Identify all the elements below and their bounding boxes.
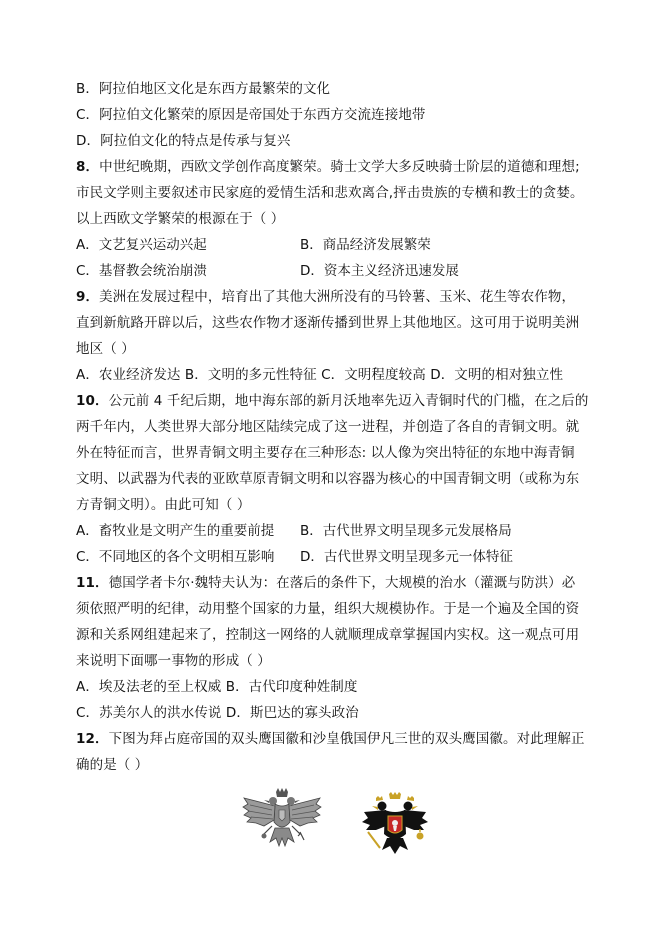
q8-stem-line-3: 以上西欧文学繁荣的根源在于（ ） (76, 211, 285, 227)
q10-stem-text-1: 公元前 4 千纪后期，地中海东部的新月沃地率先迈入青铜时代的门槛，在之后的 (108, 393, 589, 409)
q8-stem-line-1 (76, 158, 580, 176)
q9-stem-line-2: 直到新航路开辟以后，这些农作物才逐渐传播到世界上其他地区。这可用于说明美洲 (76, 315, 580, 331)
q8-option-c: C．基督教会统治崩溃 (76, 263, 207, 279)
q11-stem-line-1 (76, 574, 575, 592)
q12-number: 12． (76, 731, 109, 747)
q10-option-d: D．古代世界文明呈现多元一体特征 (300, 549, 513, 565)
q10-number: 10． (76, 393, 109, 409)
q10-stem-line-1 (76, 392, 588, 410)
q8-stem-text-1: 中世纪晚期，西欧文学创作高度繁荣。骑士文学大多反映骑士阶层的道德和理想; (99, 159, 580, 175)
q9-stem-line-1 (76, 288, 575, 306)
q7-option-c: C．阿拉伯文化繁荣的原因是帝国处于东西方交流连接地带 (76, 107, 426, 123)
q9-stem-text-1: 美洲在发展过程中，培育出了其他大洲所没有的马铃薯、玉米、花生等农作物， (99, 289, 576, 305)
q7-option-d: D．阿拉伯文化的特点是传承与复兴 (76, 133, 291, 149)
q10-option-c: C．不同地区的各个文明相互影响 (76, 549, 275, 565)
q11-options-ab: A．埃及法老的至上权威 B．古代印度种姓制度 (76, 679, 358, 695)
q12-stem-line-2: 确的是（ ） (76, 757, 149, 773)
q11-stem-line-3: 源和关系网组建起来了，控制这一网络的人就顺理成章掌握国内实权。这一观点可用 (76, 627, 580, 643)
byzantine-eagle-emblem (242, 788, 322, 854)
q9-stem-line-3: 地区（ ） (76, 341, 135, 357)
q12-stem-text-1: 下图为拜占庭帝国的双头鹰国徽和沙皇俄国伊凡三世的双头鹰国徽。对此理解正 (108, 731, 585, 747)
q7-option-b: B．阿拉伯地区文化是东西方最繁荣的文化 (76, 81, 331, 97)
q10-option-a: A．畜牧业是文明产生的重要前提 (76, 523, 275, 539)
q8-option-d: D．资本主义经济迅速发展 (300, 263, 459, 279)
russian-eagle-emblem (360, 792, 430, 858)
q10-option-b: B．古代世界文明呈现多元发展格局 (300, 523, 512, 539)
q11-stem-text-1: 德国学者卡尔·魏特夫认为：在落后的条件下，大规模的治水（灌溉与防洪）必 (108, 575, 576, 591)
q8-option-a: A．文艺复兴运动兴起 (76, 237, 207, 253)
q8-option-b: B．商品经济发展繁荣 (300, 237, 431, 253)
q10-stem-line-4: 文明、以武器为代表的亚欧草原青铜文明和以容器为核心的中国青铜文明（或称为东 (76, 471, 580, 487)
q11-stem-line-4: 来说明下面哪一事物的形成（ ） (76, 653, 271, 669)
q11-number: 11． (76, 575, 109, 591)
q11-options-cd: C．苏美尔人的洪水传说 D．斯巴达的寡头政治 (76, 705, 359, 721)
q9-number: 9． (76, 289, 100, 305)
q10-stem-line-5: 方青铜文明）。由此可知（ ） (76, 497, 251, 513)
q8-stem-line-2: 市民文学则主要叙述市民家庭的爱情生活和悲欢离合,抨击贵族的专横和教士的贪婪。 (76, 185, 584, 201)
q10-stem-line-3: 外在特征而言，世界青铜文明主要存在三种形态: 以人像为突出特征的东地中海青铜 (76, 445, 575, 461)
q12-stem-line-1 (76, 730, 585, 748)
q10-stem-line-2: 两千年内，人类世界大部分地区陆续完成了这一进程，并创造了各自的青铜文明。就 (76, 419, 580, 435)
q11-stem-line-2: 须依照严明的纪律，动用整个国家的力量，组织大规模协作。于是一个遍及全国的资 (76, 601, 580, 617)
q8-number: 8． (76, 159, 100, 175)
q9-options: A．农业经济发达 B．文明的多元性特征 C．文明程度较高 D．文明的相对独立性 (76, 367, 564, 383)
